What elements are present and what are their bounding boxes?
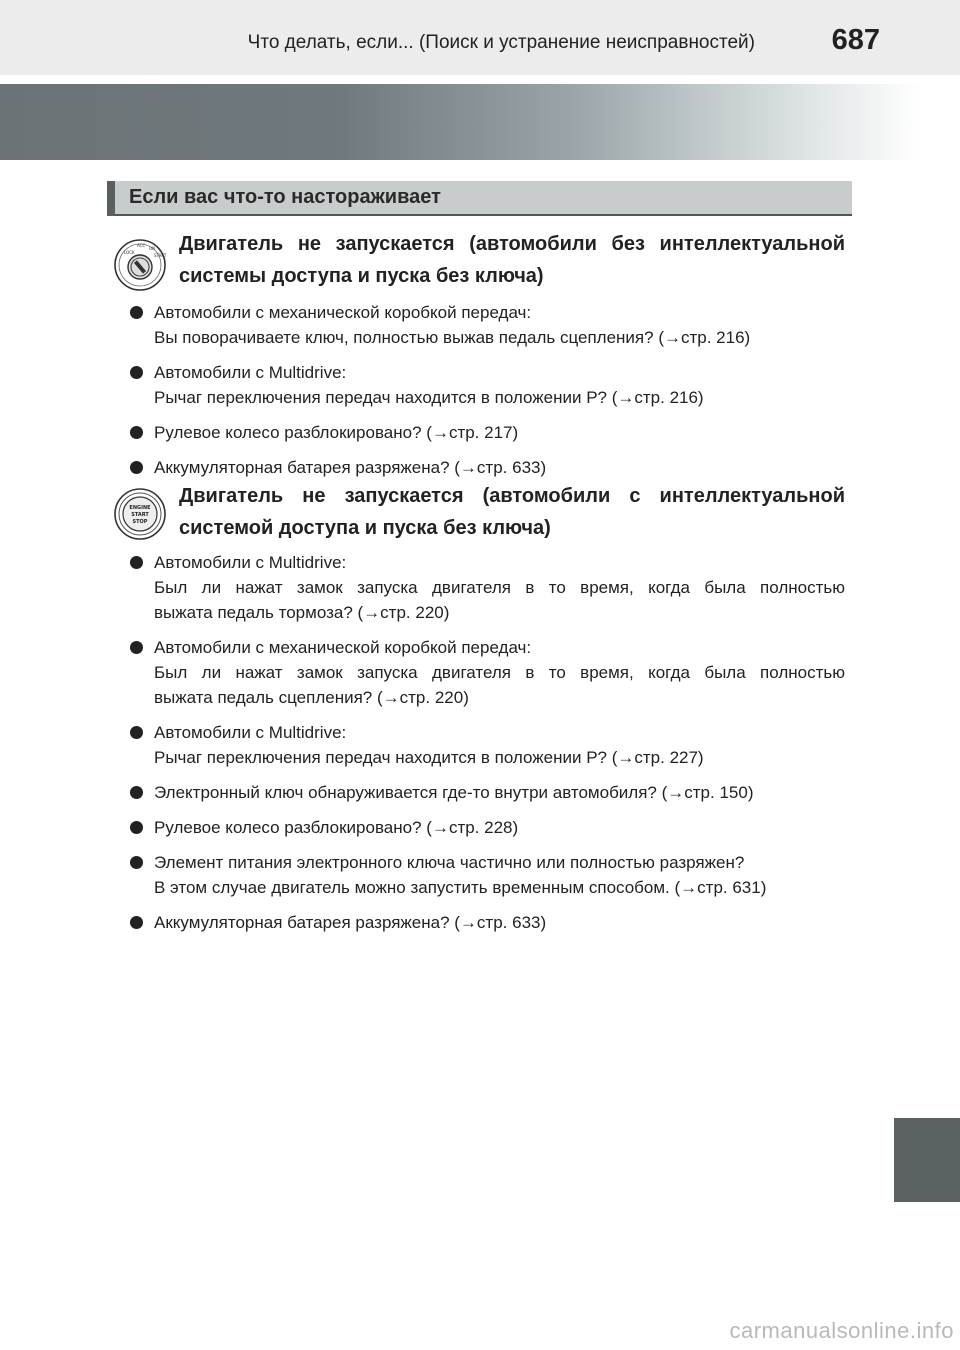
chapter-title: Что делать, если... (Поиск и устранение неисправностей) bbox=[247, 32, 755, 53]
bullet-icon bbox=[130, 306, 143, 319]
subsection-title: Двигатель не запускается (автомобили без интеллектуальной системы доступа и пуска без ключа) bbox=[179, 233, 845, 287]
svg-text:ACC: ACC bbox=[137, 243, 146, 248]
bullet-icon bbox=[130, 426, 143, 439]
bullet-icon bbox=[130, 916, 143, 929]
chapter-side-tab bbox=[894, 1118, 960, 1202]
section-title: Если вас что-то настораживает bbox=[129, 186, 441, 208]
section-accent bbox=[107, 181, 115, 216]
ignition-key-switch-icon bbox=[113, 238, 167, 292]
svg-text:ENGINE: ENGINE bbox=[129, 505, 151, 511]
list-item: Автомобили с механической коробкой передач: Вы поворачиваете ключ, полностью выжав педаль сцепления? (→стр. 216) bbox=[130, 300, 845, 350]
list-item: Автомобили с механической коробкой передач: Был ли нажат замок запуска двигателя в то время, когда была полностью выжата педаль сцепления? (→стр. 220) bbox=[130, 635, 845, 710]
bullet-list bbox=[130, 550, 845, 945]
list-item: Автомобили с Multidrive: Рычаг переключения передач находится в положении P? (→стр. 216) bbox=[130, 360, 845, 410]
bullet-icon bbox=[130, 856, 143, 869]
svg-text:LOCK: LOCK bbox=[124, 250, 135, 255]
list-item: Аккумуляторная батарея разряжена? (→стр. 633) bbox=[130, 910, 845, 935]
svg-text:START: START bbox=[131, 512, 149, 518]
list-item: Автомобили с Multidrive: Был ли нажат замок запуска двигателя в то время, когда была полностью выжата педаль тормоза? (→стр. 220) bbox=[130, 550, 845, 625]
bullet-icon bbox=[130, 461, 143, 474]
bullet-icon bbox=[130, 786, 143, 799]
list-item: Элемент питания электронного ключа частично или полностью разряжен? В этом случае двигатель можно запустить временным способом. (→стр. 631) bbox=[130, 850, 845, 900]
decorative-banner bbox=[0, 84, 960, 160]
list-item: Рулевое колесо разблокировано? (→стр. 228) bbox=[130, 815, 845, 840]
svg-text:START: START bbox=[154, 253, 167, 258]
section-heading bbox=[107, 181, 852, 216]
engine-start-stop-button-icon bbox=[113, 487, 167, 541]
bullet-icon bbox=[130, 556, 143, 569]
list-item: Автомобили с Multidrive: Рычаг переключения передач находится в положении P? (→стр. 227) bbox=[130, 720, 845, 770]
watermark: carmanualsonline.info bbox=[729, 1318, 954, 1343]
subsection-title: Двигатель не запускается (автомобили с интеллектуальной системой доступа и пуска без ключа) bbox=[179, 485, 845, 539]
list-item: Рулевое колесо разблокировано? (→стр. 217) bbox=[130, 420, 845, 445]
bullet-list bbox=[130, 300, 845, 490]
bullet-icon bbox=[130, 821, 143, 834]
bullet-icon bbox=[130, 641, 143, 654]
svg-text:STOP: STOP bbox=[132, 519, 148, 525]
list-item: Аккумуляторная батарея разряжена? (→стр. 633) bbox=[130, 455, 845, 480]
svg-text:ON: ON bbox=[149, 246, 156, 251]
bullet-icon bbox=[130, 726, 143, 739]
bullet-icon bbox=[130, 366, 143, 379]
page-number: 687 bbox=[831, 24, 880, 56]
list-item: Электронный ключ обнаруживается где-то внутри автомобиля? (→стр. 150) bbox=[130, 780, 845, 805]
